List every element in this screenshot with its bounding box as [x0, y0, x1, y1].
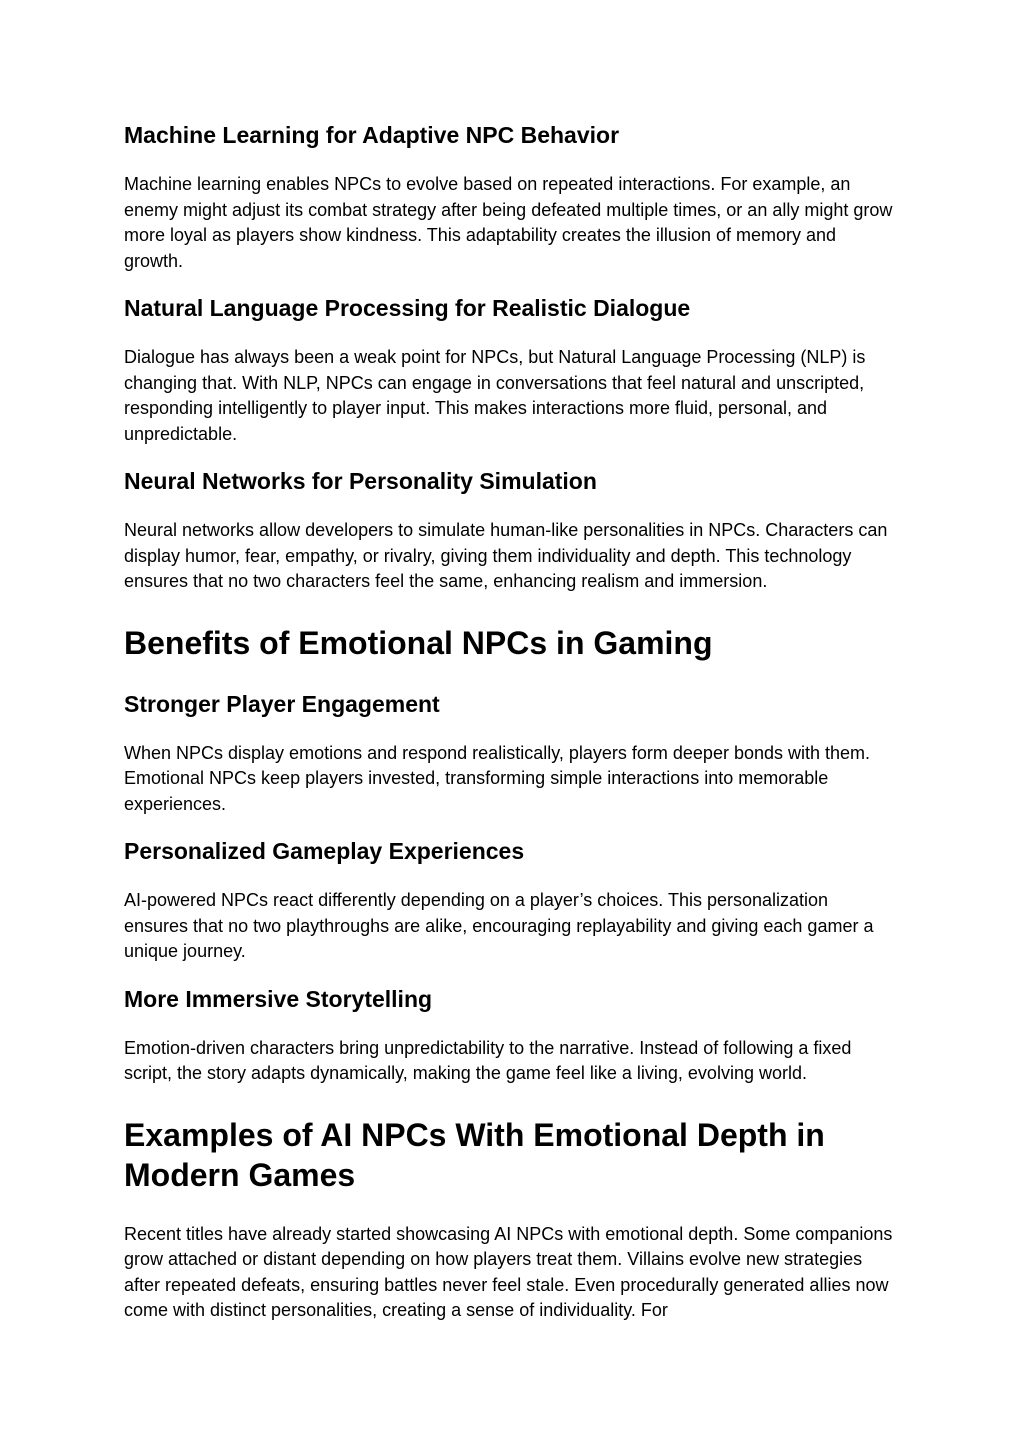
section-heading: Examples of AI NPCs With Emotional Depth in Modern Games — [124, 1116, 825, 1193]
sub-heading: More Immersive Storytelling — [124, 985, 433, 1012]
sub-heading: Stronger Player Engagement — [124, 690, 440, 717]
sub-heading: Personalized Gameplay Experiences — [124, 838, 525, 864]
paragraph: AI-powered NPCs react differently depending on a player’s choices. This personalization ensures that no two playthroughs are alike, encouraging replayability and giving each gamer a unique journey. — [124, 890, 874, 961]
sub-heading: Machine Learning for Adaptive NPC Behavior — [124, 122, 620, 148]
paragraph: Recent titles have already started showcasing AI NPCs with emotional depth. Some companions grow attached or distant depending on how players treat them. Villains evolve new strategies after repeated defeats, ensuring battles never feel stale. Even procedurally generated allies now come with distinct personalities, creating a sense of individuality. For — [124, 1223, 893, 1320]
sub-heading: Neural Networks for Personality Simulation — [124, 468, 597, 494]
paragraph: Dialogue has always been a weak point for NPCs, but Natural Language Processing (NLP) is changing that. With NLP, NPCs can engage in conversations that feel natural and unscripted, responding intelligently to player input. This makes interactions more fluid, personal, and unpredictable. — [124, 347, 866, 444]
paragraph: Machine learning enables NPCs to evolve based on repeated interactions. For example, an enemy might adjust its combat strategy after being defeated multiple times, or an ally might grow more loyal as players show kindness. This adaptability creates the illusion of memory and growth. — [124, 174, 893, 271]
paragraph: When NPCs display emotions and respond realistically, players form deeper bonds with them. Emotional NPCs keep players invested, transforming simple interactions into memorable experiences. — [124, 742, 871, 814]
document-content — [124, 121, 896, 1324]
sub-heading: Natural Language Processing for Realistic Dialogue — [124, 295, 691, 321]
paragraph: Emotion-driven characters bring unpredictability to the narrative. Instead of following a fixed script, the story adapts dynamically, making the game feel like a living, evolving world. — [124, 1037, 852, 1083]
section-heading: Benefits of Emotional NPCs in Gaming — [124, 624, 713, 661]
paragraph: Neural networks allow developers to simulate human-like personalities in NPCs. Characters can display humor, fear, empathy, or rivalry, giving them individuality and depth. This technology ensures that no two characters feel the same, enhancing realism and immersion. — [124, 520, 888, 591]
